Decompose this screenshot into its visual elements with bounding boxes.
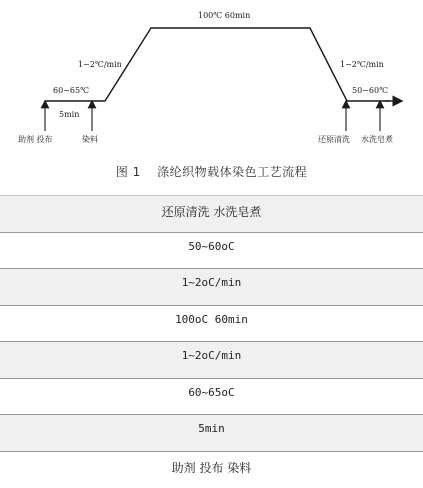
table-row: 5min — [0, 415, 423, 452]
table-row: 还原清洗 水洗皂煮 — [0, 196, 423, 233]
dye-label: 染料 — [82, 134, 98, 144]
table-row: 1~2oC/min — [0, 269, 423, 306]
process-table — [0, 195, 423, 488]
soaping-label: 水洗皂煮 — [361, 134, 393, 144]
ramp-up-label: 1~2℃/min — [78, 60, 122, 69]
start-temp-label: 60~65℃ — [53, 86, 89, 95]
ramp-down-label: 1~2℃/min — [340, 60, 384, 69]
reduction-label: 还原清洗 — [318, 134, 350, 144]
dyeing-process-diagram — [0, 0, 423, 160]
hold-label: 5min — [59, 110, 79, 119]
top-temp-label: 100℃ 60min — [198, 11, 250, 20]
auxiliary-label: 助剂 投布 — [18, 134, 53, 144]
end-temp-label: 50~60℃ — [352, 86, 388, 95]
table-row: 50~60oC — [0, 233, 423, 270]
figure-number: 图 1 — [116, 165, 141, 179]
table-row: 助剂 投布 染料 — [0, 452, 423, 488]
table-row: 100oC 60min — [0, 306, 423, 343]
figure-title: 涤纶织物载体染色工艺流程 — [157, 165, 307, 179]
table-row: 1~2oC/min — [0, 342, 423, 379]
figure-caption — [0, 160, 423, 184]
table-row: 60~65oC — [0, 379, 423, 416]
